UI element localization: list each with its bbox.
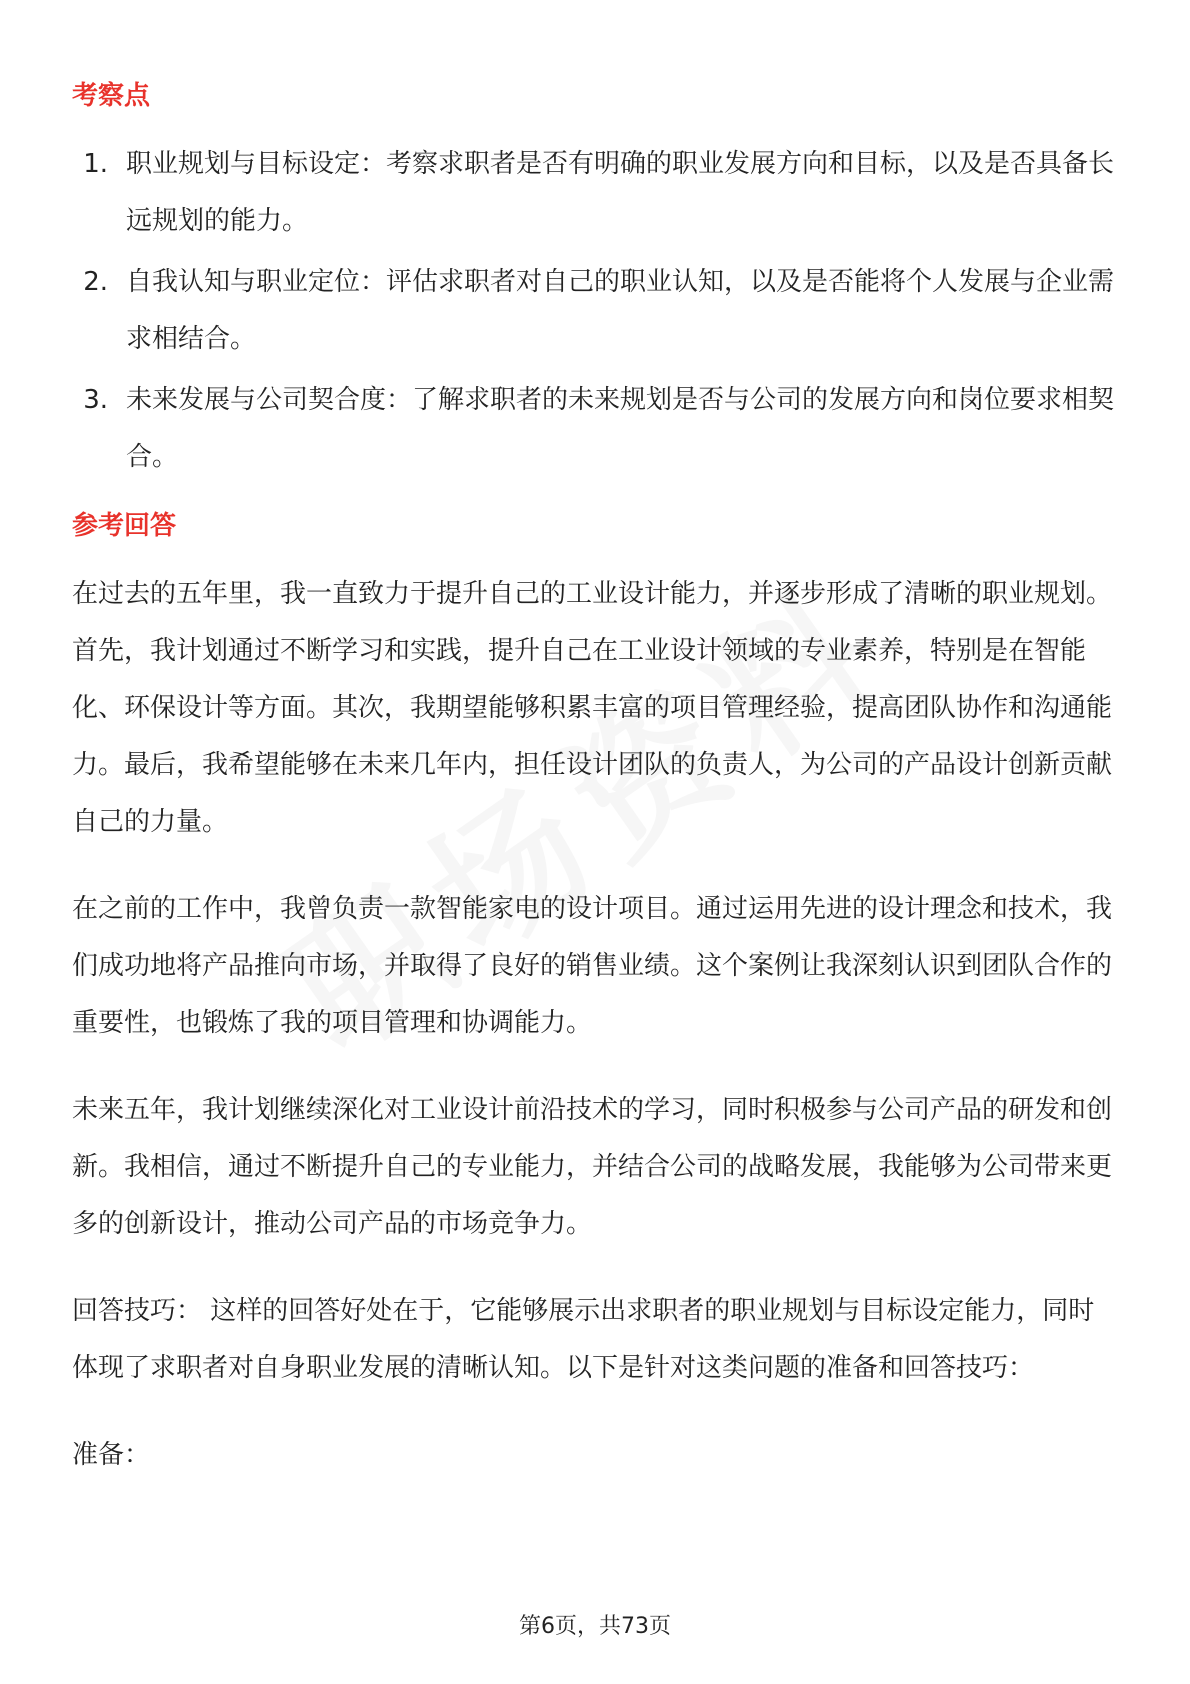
points-list bbox=[72, 136, 1118, 486]
list-item-text: 自我认知与职业定位：评估求职者对自己的职业认知，以及是否能将个人发展与企业需求相结合。 bbox=[126, 267, 1115, 354]
tips-paragraph: 回答技巧： 这样的回答好处在于，它能够展示出求职者的职业规划与目标设定能力，同时体现了求职者对自身职业发展的清晰认知。以下是针对这类问题的准备和回答技巧： bbox=[72, 1296, 1095, 1383]
list-item bbox=[72, 136, 1118, 250]
answer-paragraph: 在过去的五年里，我一直致力于提升自己的工业设计能力，并逐步形成了清晰的职业规划。首先，我计划通过不断学习和实践，提升自己在工业设计领域的专业素养，特别是在智能化、环保设计等方面。其次，我期望能够积累丰富的项目管理经验，提高团队协作和沟通能力。最后，我希望能够在未来几年内，担任设计团队的负责人，为公司的产品设计创新贡献自己的力量。 bbox=[72, 579, 1113, 837]
list-item-text: 未来发展与公司契合度：了解求职者的未来规划是否与公司的发展方向和岗位要求相契合。 bbox=[126, 385, 1115, 472]
answer-paragraph: 未来五年，我计划继续深化对工业设计前沿技术的学习，同时积极参与公司产品的研发和创新。我相信，通过不断提升自己的专业能力，并结合公司的战略发展，我能够为公司带来更多的创新设计，推动公司产品的市场竞争力。 bbox=[72, 1095, 1113, 1239]
prepare-label: 准备： bbox=[72, 1440, 151, 1470]
list-item-text: 职业规划与目标设定：考察求职者是否有明确的职业发展方向和目标，以及是否具备长远规划的能力。 bbox=[126, 149, 1115, 236]
list-item-number: 2. bbox=[83, 267, 108, 297]
list-item bbox=[72, 254, 1118, 368]
list-item-number: 1. bbox=[83, 149, 108, 179]
list-item-number: 3. bbox=[83, 385, 108, 415]
section-heading-answer: 参考回答 bbox=[72, 511, 177, 541]
section-heading-points: 考察点 bbox=[72, 81, 151, 111]
page-number-footer: 第6页，共73页 bbox=[519, 1614, 671, 1639]
page-content bbox=[72, 78, 1118, 1514]
answer-paragraph: 在之前的工作中，我曾负责一款智能家电的设计项目。通过运用先进的设计理念和技术，我们成功地将产品推向市场，并取得了良好的销售业绩。这个案例让我深刻认识到团队合作的重要性，也锻炼了我的项目管理和协调能力。 bbox=[72, 894, 1113, 1038]
list-item bbox=[72, 372, 1118, 486]
